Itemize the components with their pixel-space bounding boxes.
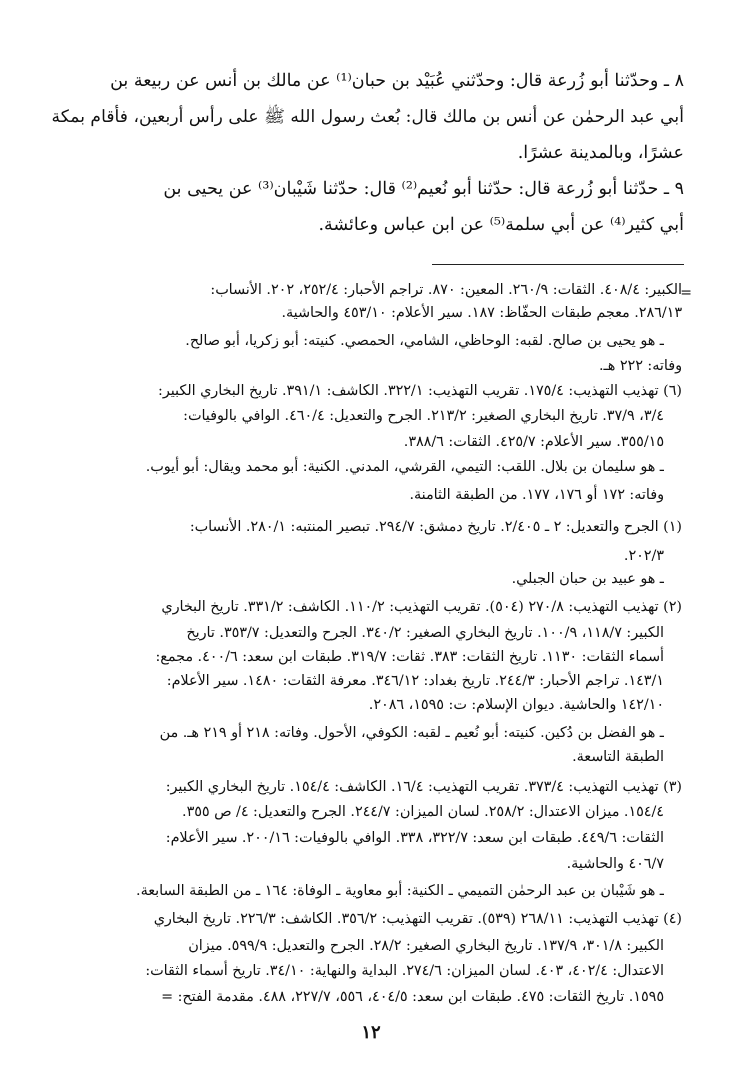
footnote-3-line: الثقات: ٤٤٩/٦. طبقات ابن سعد: ٣٢٢/٧، ٣٣٨. الوافي بالوفيات: ٢٠٠/١٦. سير الأعلام: (165, 830, 664, 846)
footnote-cont-line: ٢٨٦/١٣. معجم طبقات الحفّاظ: ١٨٧. سير الأعلام: ٤٥٣/١٠ والحاشية. (281, 305, 682, 321)
footnote-6-line: (٦) تهذيب التهذيب: ١٧٥/٤. تقريب التهذيب: ٣٢٢/١. الكاشف: ٣٩١/١. تاريخ البخاري الكبير: (158, 383, 682, 399)
footnote-2-line: الطبقة التاسعة. (572, 749, 664, 765)
footnote-1-line: ٢٠٢/٣. (623, 548, 664, 564)
footnote-6-line: ٣٥٥/١٥. سير الأعلام: ٤٢٥/٧. الثقات: ٣٨٨/٦. (403, 434, 664, 450)
footnote-2-line: (٢) تهذيب التهذيب: ٢٧٠/٨ (٥٠٤). تقريب التهذيب: ١١٠/٢. الكاشف: ٣٣١/٢. تاريخ البخاري (161, 599, 682, 615)
hadith-8-line-2: أبي عبد الرحمٰن عن أنس بن مالك قال: بُعث رسول الله ﷺ على رأس أربعين، فأقام بمكة (51, 107, 684, 127)
footnote-2-line: ١٤٣/١. تراجم الأحبار: ٢٤٤/٣. تاريخ بغداد: ٣٤٦/١٢. معرفة الثقات: ١٤٨٠. سير الأعلام: (166, 673, 664, 689)
footnote-4-line: (٤) تهذيب التهذيب: ٢٦٨/١١ (٥٣٩). تقريب التهذيب: ٣٥٦/٢. الكاشف: ٢٢٦/٣. تاريخ البخاري (153, 911, 682, 927)
footnote-3-line: ـ هو شَيْبان بن عبد الرحمٰن التميمي ـ الكنية: أبو معاوية ـ الوفاة: ١٦٤ ـ من الطبقة السابعة. (136, 883, 664, 899)
footnote-1-line: ـ هو عبيد بن حبان الجبلي. (511, 571, 664, 587)
hadith-8-line-3: عشرًا، وبالمدينة عشرًا. (517, 143, 684, 163)
footnote-cont-line: وفاته: ٢٢٢ هـ. (599, 358, 682, 374)
footnote-2-line: ـ هو الفضل بن دُكين. كنيته: أبو نُعيم ـ لقبه: الكوفي، الأحول. وفاته: ٢١٨ أو ٢١٩ هـ. من (159, 725, 664, 741)
page-number: ١٢ (361, 1022, 381, 1043)
footnote-3-line: (٣) تهذيب التهذيب: ٣٧٣/٤. تقريب التهذيب: ١٦/٤. الكاشف: ١٥٤/٤. تاريخ البخاري الكبير: (165, 779, 682, 795)
footnote-6-line: ـ هو سليمان بن بلال. اللقب: التيمي، القرشي، المدني. الكنية: أبو محمد ويقال: أبو أيوب. (145, 459, 664, 475)
footnote-divider (432, 264, 684, 265)
footnote-6-line: ٣/٤، ٣٧/٩. تاريخ البخاري الصغير: ٢١٣/٢. الجرح والتعديل: ٤٦٠/٤. الوافي بالوفيات: (183, 408, 664, 424)
footnote-2-line: ١٤٢/١٠ والحاشية. ديوان الإسلام: ت: ١٥٩٥، ٢٠٨٦. (368, 697, 664, 713)
footnote-cont-line: ـ هو يحيى بن صالح. لقبه: الوحاظي، الشامي، الحمصي. كنيته: أبو زكريا، أبو صالح. (185, 333, 664, 349)
footnote-2-line: الكبير: ١١٨/٧، ١٠٠/٩. تاريخ البخاري الصغير: ٣٤٠/٢. الجرح والتعديل: ٣٥٣/٧. تاريخ (186, 625, 664, 641)
footnote-4-line: الاعتدال: ٤٠٢/٤، ٤٠٣. لسان الميزان: ٢٧٤/٦. البداية والنهاية: ٣٤/١٠. تاريخ أسماء الثقات: (145, 963, 664, 979)
hadith-9-line-2: أبي كثير⁽⁴⁾ عن أبي سلمة⁽⁵⁾ عن ابن عباس وعائشة. (318, 215, 684, 235)
footnote-1-line: (١) الجرح والتعديل: ٢ ـ ٢/٤٠٥. تاريخ دمشق: ٢٩٤/٧. تبصير المنتبه: ٢٨٠/١. الأنساب: (189, 519, 682, 535)
hadith-9-line-1: ٩ ـ حدّثنا أبو زُرعة قال: حدّثنا أبو نُعيم⁽²⁾ قال: حدّثنا شَيْبان⁽³⁾ عن يحيى بن (163, 179, 684, 199)
continuation-mark: = (680, 285, 692, 301)
footnote-6-line: وفاته: ١٧٢ أو ١٧٦، ١٧٧. من الطبقة الثامنة. (409, 487, 664, 503)
footnote-2-line: أسماء الثقات: ١١٣٠. تاريخ الثقات: ٣٨٣. ثقات: ٣١٩/٧. طبقات ابن سعد: ٤٠٠/٦. مجمع: (155, 649, 664, 665)
footnote-4-line: الكبير: ٣٠١/٨، ١٣٧/٩. تاريخ البخاري الصغير: ٢٨/٢. الجرح والتعديل: ٥٩٩/٩. ميزان (188, 938, 664, 954)
footnote-3-line: ١٥٤/٤. ميزان الاعتدال: ٢٥٨/٢. لسان الميزان: ٢٤٤/٧. الجرح والتعديل: ٤/ ص ٣٥٥. (182, 804, 664, 820)
hadith-8-line-1: ٨ ـ وحدّثنا أبو زُرعة قال: وحدّثني عُبَيْد بن حبان⁽¹⁾ عن مالك بن أنس عن ربيعة بن (110, 71, 684, 91)
footnote-cont-line: الكبير: ٤٠٨/٤. الثقات: ٢٦٠/٩. المعين: ٨٧٠. تراجم الأحبار: ٢٥٢/٤، ٢٠٢. الأنساب: (210, 282, 682, 298)
footnote-3-line: ٤٠٦/٧ والحاشية. (566, 856, 664, 872)
footnote-4-line: ١٥٩٥. تاريخ الثقات: ٤٧٥. طبقات ابن سعد: ٤٠٤/٥، ٥٥٦، ٢٢٧/٧، ٤٨٨. مقدمة الفتح: = (161, 989, 664, 1005)
